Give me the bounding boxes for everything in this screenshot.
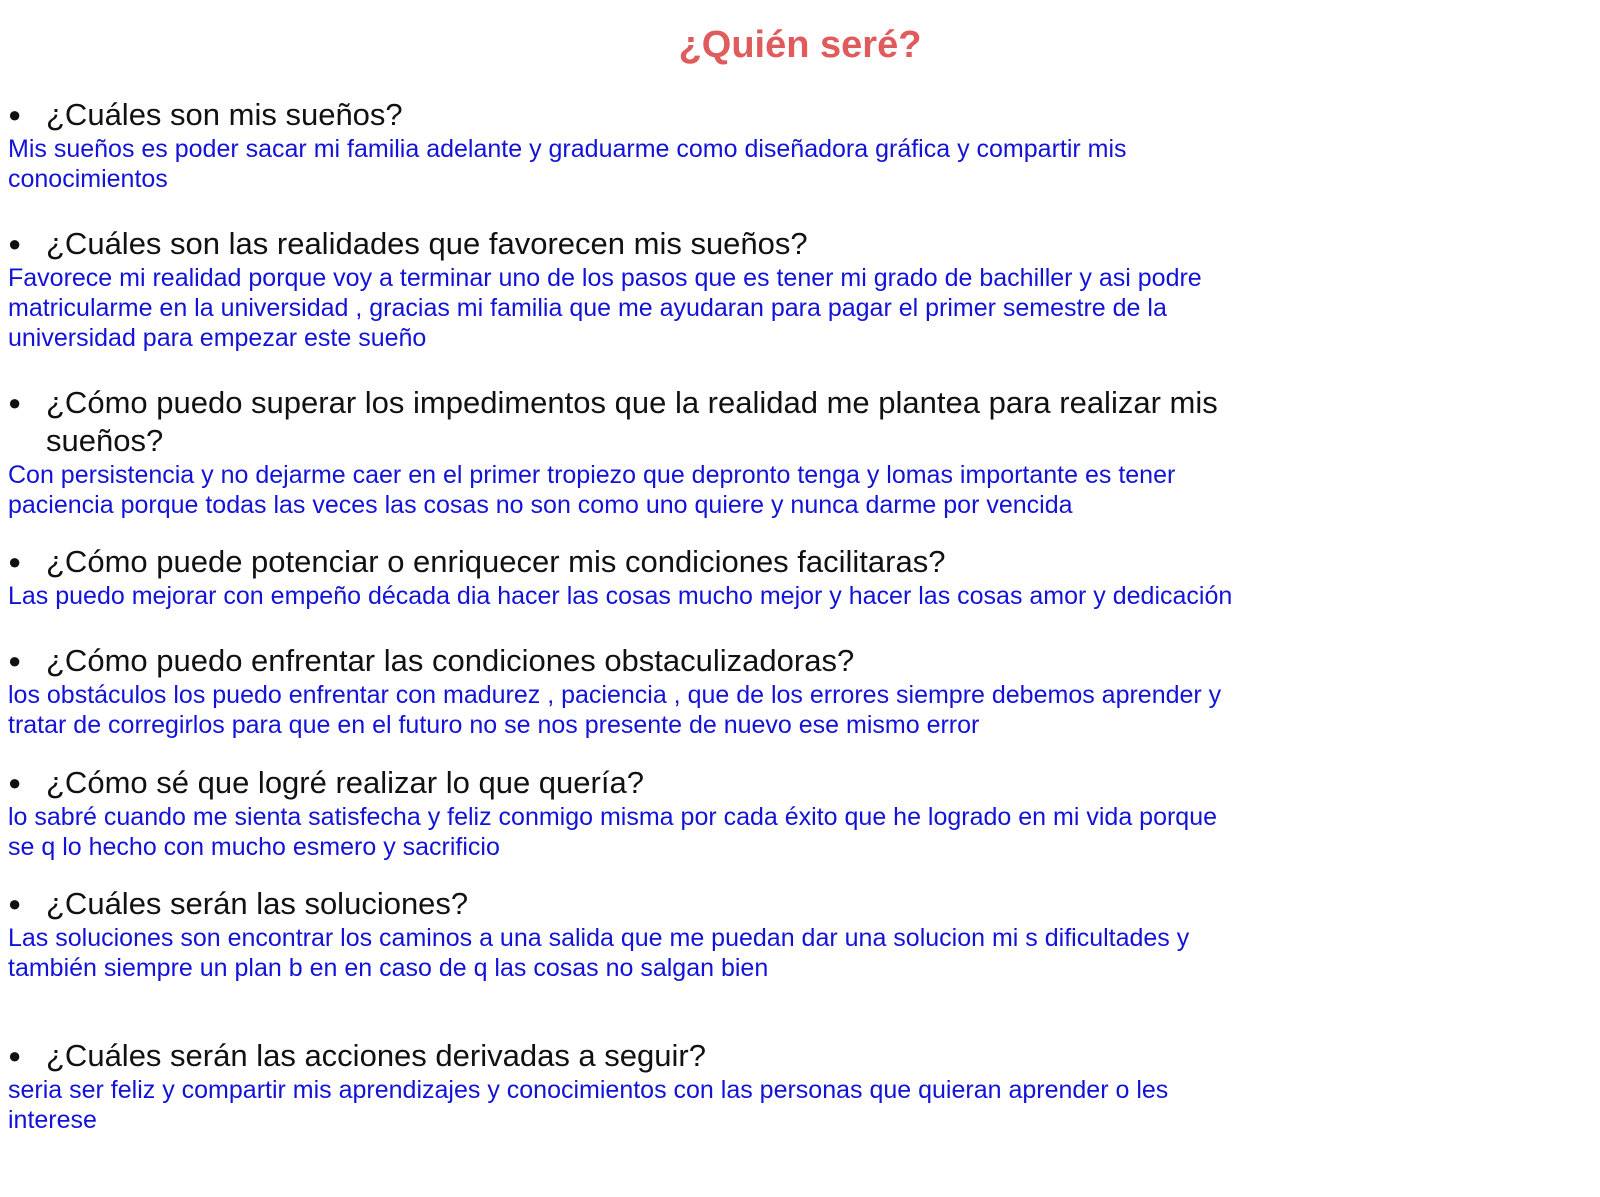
answer-line: los obstáculos los puedo enfrentar con madurez , paciencia , que de los errores siempre debemos aprender y (8, 681, 1222, 709)
question: ¿Cómo puedo superar los impedimentos que la realidad me plantea para realizar mis (46, 385, 1218, 420)
bullet-icon: ● (8, 390, 22, 415)
bullet-icon: ● (8, 549, 22, 574)
section-dreams (8, 96, 1600, 194)
question-continuation: sueños? (46, 423, 164, 458)
section-enrich-conditions (8, 543, 1600, 611)
answer-line: Favorece mi realidad porque voy a terminar uno de los pasos que es tener mi grado de bachiller y asi podre (8, 264, 1202, 292)
bullet-icon: ● (8, 102, 22, 127)
bullet-icon: ● (8, 648, 22, 673)
question: ¿Cuáles son mis sueños? (46, 97, 403, 132)
answer-line: tratar de corregirlos para que en el futuro no se nos presente de nuevo ese mismo error (8, 711, 980, 739)
answer-line: matricularme en la universidad , gracias mi familia que me ayudaran para pagar el primer semestre de la (8, 294, 1167, 322)
answer-line: interese (8, 1106, 97, 1134)
answer-line: universidad para empezar este sueño (8, 324, 427, 352)
page-title: ¿Quién seré? (678, 24, 922, 66)
section-overcome-impediments (8, 384, 1600, 520)
bullet-icon: ● (8, 231, 22, 256)
answer-line: también siempre un plan b en en caso de q las cosas no salgan bien (8, 954, 769, 982)
answer-line: Con persistencia y no dejarme caer en el primer tropiezo que depronto tenga y lomas importante es tener (8, 461, 1176, 489)
answer-line: seria ser feliz y compartir mis aprendizajes y conocimientos con las personas que quieran aprender o les (8, 1076, 1169, 1104)
question: ¿Cuáles serán las soluciones? (46, 886, 469, 921)
section-obstacles (8, 642, 1600, 740)
section-achievement (8, 764, 1600, 862)
question: ¿Cuáles son las realidades que favorecen mis sueños? (46, 226, 808, 261)
answer-line: conocimientos (8, 165, 168, 193)
section-solutions (8, 885, 1600, 983)
answer-line: Las soluciones son encontrar los caminos a una salida que me puedan dar una solucion mi s dificultades y (8, 924, 1190, 952)
section-actions (8, 1037, 1600, 1135)
answer-line: paciencia porque todas las veces las cosas no son como uno quiere y nunca darme por vencida (8, 491, 1073, 519)
bullet-icon: ● (8, 770, 22, 795)
bullet-icon: ● (8, 1043, 22, 1068)
answer-line: lo sabré cuando me sienta satisfecha y feliz conmigo misma por cada éxito que he logrado en mi vida porque (8, 803, 1218, 831)
answer-line: se q lo hecho con mucho esmero y sacrificio (8, 833, 500, 861)
question: ¿Cómo sé que logré realizar lo que quería? (46, 765, 644, 800)
bullet-icon: ● (8, 891, 22, 916)
section-favorable-realities (8, 225, 1600, 353)
question: ¿Cuáles serán las acciones derivadas a seguir? (46, 1038, 706, 1073)
answer-line: Las puedo mejorar con empeño década dia hacer las cosas mucho mejor y hacer las cosas amor y dedicación (8, 582, 1233, 610)
question: ¿Cómo puedo enfrentar las condiciones obstaculizadoras? (46, 643, 855, 678)
question: ¿Cómo puede potenciar o enriquecer mis condiciones facilitaras? (46, 544, 946, 579)
answer-line: Mis sueños es poder sacar mi familia adelante y graduarme como diseñadora gráfica y compartir mis (8, 135, 1127, 163)
